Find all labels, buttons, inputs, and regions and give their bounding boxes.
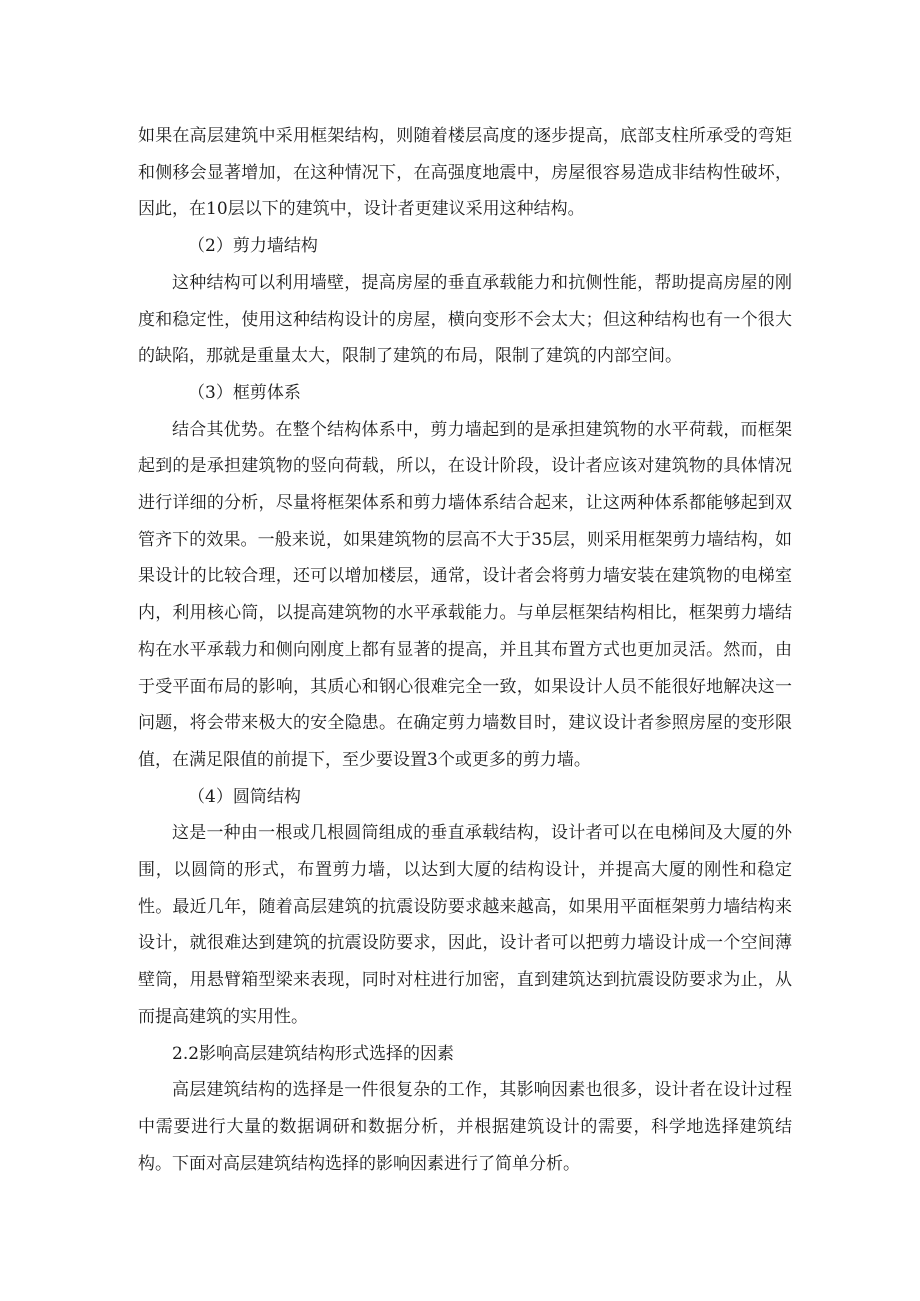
document-page	[138, 118, 792, 1182]
paragraph-shear-wall-structure: 这种结构可以利用墙壁，提高房屋的垂直承载能力和抗侧性能，帮助提高房屋的刚度和稳定性，使用这种结构设计的房屋，横向变形不会太大；但这种结构也有一个很大的缺陷，那就是重量太大，限制了建筑的布局，限制了建筑的内部空间。	[138, 272, 792, 367]
heading-frame-shear-system: （3）框剪体系	[188, 382, 301, 403]
heading-shear-wall-structure: （2）剪力墙结构	[188, 236, 318, 257]
paragraph-selection-factors: 高层建筑结构的选择是一件很复杂的工作，其影响因素也很多，设计者在设计过程中需要进行大量的数据调研和数据分析，并根据建筑设计的需要，科学地选择建筑结构。下面对高层建筑结构选择的影响因素进行了简单分析。	[138, 1080, 792, 1174]
paragraph-frame-shear-system: 结合其优势。在整个结构体系中，剪力墙起到的是承担建筑物的水平荷载，而框架起到的是承担建筑物的竖向荷载，所以，在设计阶段，设计者应该对建筑物的具体情况进行详细的分析，尽量将框架体系和剪力墙体系结合起来，让这两种体系都能够起到双管齐下的效果。一般来说，如果建筑物的层高不大于35层，则采用框架剪力墙结构，如果设计的比较合理，还可以增加楼层，通常，设计者会将剪力墙安装在建筑物的电梯室内，利用核心筒，以提高建筑物的水平承载能力。与单层框架结构相比，框架剪力墙结构在水平承载力和侧向刚度上都有显著的提高，并且其布置方式也更加灵活。然而，由于受平面布局的影响，其质心和钢心很难完全一致，如果设计人员不能很好地解决这一问题，将会带来极大的安全隐患。在确定剪力墙数目时，建议设计者参照房屋的变形限值，在满足限值的前提下，至少要设置3个或更多的剪力墙。	[138, 419, 792, 770]
paragraph-tube-structure: 这是一种由一根或几根圆筒组成的垂直承载结构，设计者可以在电梯间及大厦的外围，以圆筒的形式，布置剪力墙，以达到大厦的结构设计，并提高大厦的刚性和稳定性。最近几年，随着高层建筑的抗震设防要求越来越高，如果用平面框架剪力墙结构来设计，就很难达到建筑的抗震设防要求，因此，设计者可以把剪力墙设计成一个空间薄壁筒，用悬臂箱型梁来表现，同时对柱进行加密，直到建筑达到抗震设防要求为止，从而提高建筑的实用性。	[138, 823, 792, 1027]
section-heading-2-2: 2.2影响高层建筑结构形式选择的因素	[172, 1043, 455, 1064]
paragraph-frame-structure-continued: 如果在高层建筑中采用框架结构，则随着楼层高度的逐步提高，底部支柱所承受的弯矩和侧移会显著增加，在这种情况下，在高强度地震中，房屋很容易造成非结构性破坏，因此，在10层以下的建筑中，设计者更建议采用这种结构。	[138, 126, 792, 220]
heading-tube-structure: （4）圆筒结构	[188, 786, 301, 807]
